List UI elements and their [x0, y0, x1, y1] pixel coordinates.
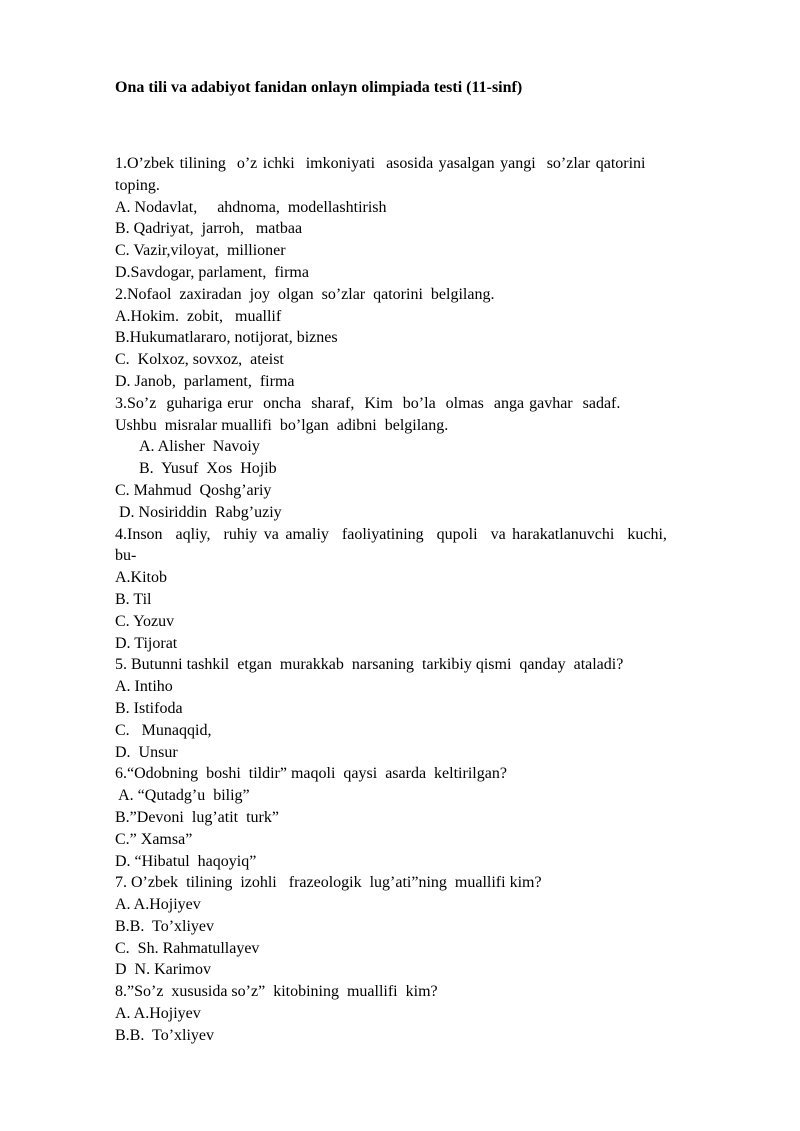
- question-5-option-c: C. Munaqqid,: [115, 721, 212, 739]
- question-1-option-a: A. Nodavlat, ahdnoma, modellashtirish: [115, 198, 387, 216]
- question-2-option-a: A.Hokim. zobit, muallif: [115, 307, 282, 325]
- question-7-option-b: B.B. To’xliyev: [115, 917, 215, 935]
- question-3-text-cont: Ushbu misralar muallifi bo’lgan adibni belgilang.: [115, 416, 449, 434]
- question-6-option-b: B.”Devoni lug’atit turk”: [115, 808, 279, 826]
- question-4-option-b: B. Til: [115, 590, 152, 608]
- question-2-option-b: B.Hukumatlararo, notijorat, biznes: [115, 329, 338, 347]
- question-1-option-d: D.Savdogar, parlament, firma: [115, 263, 309, 281]
- question-2-option-c: C. Kolxoz, sovxoz, ateist: [115, 351, 284, 369]
- question-5-option-b: B. Istifoda: [115, 699, 183, 717]
- question-3-option-c: C. Mahmud Qoshg’ariy: [115, 481, 272, 499]
- question-6-option-c: C.” Xamsa”: [115, 830, 193, 848]
- question-1-text: 1.O’zbek tilining o’z ichki imkoniyati asosida yasalgan yangi so’zlar qatorini: [115, 155, 646, 172]
- question-6-option-a: A. “Qutadg’u bilig”: [115, 787, 250, 805]
- question-2-option-d: D. Janob, parlament, firma: [115, 372, 295, 390]
- question-3-option-d: D. Nosiriddin Rabg’uziy: [115, 503, 282, 521]
- question-8-option-b: B.B. To’xliyev: [115, 1026, 215, 1044]
- document-title: Ona tili va adabiyot fanidan onlayn olimpiada testi (11-sinf): [115, 79, 523, 96]
- question-4-text-cont: bu-: [115, 547, 137, 565]
- question-5-option-d: D. Unsur: [115, 743, 178, 761]
- question-5-text: 5. Butunni tashkil etgan murakkab narsaning tarkibiy qismi qanday ataladi?: [115, 656, 624, 674]
- question-3-option-a: A. Alisher Navoiy: [139, 438, 260, 456]
- question-7-option-d: D N. Karimov: [115, 961, 211, 979]
- question-8-text: 8.”So’z xususida so’z” kitobining muallifi kim?: [115, 983, 438, 1001]
- question-7-text: 7. O’zbek tilining izohli frazeologik lug’ati”ning muallifi kim?: [115, 874, 542, 892]
- question-4-option-d: D. Tijorat: [115, 634, 178, 652]
- question-8-option-a: A. A.Hojiyev: [115, 1005, 201, 1023]
- question-5-option-a: A. Intiho: [115, 678, 173, 696]
- question-7-option-c: C. Sh. Rahmatullayev: [115, 939, 260, 957]
- question-6-option-d: D. “Hibatul haqoyiq”: [115, 852, 257, 870]
- question-4-option-c: C. Yozuv: [115, 612, 175, 630]
- question-7-option-a: A. A.Hojiyev: [115, 896, 201, 914]
- question-1-option-b: B. Qadriyat, jarroh, matbaa: [115, 220, 303, 238]
- question-6-text: 6.“Odobning boshi tildir” maqoli qaysi asarda keltirilgan?: [115, 765, 507, 783]
- question-4-text: 4.Inson aqliy, ruhiy va amaliy faoliyatining qupoli va harakatlanuvchi kuchi,: [115, 525, 667, 543]
- question-1-text-cont: toping.: [115, 176, 160, 194]
- question-1-option-c: C. Vazir,viloyat, millioner: [115, 242, 286, 260]
- question-3-option-b: B. Yusuf Xos Hojib: [139, 460, 277, 478]
- question-4-option-a: A.Kitob: [115, 569, 167, 587]
- question-3-text: 3.So’z guhariga erur oncha sharaf, Kim bo’la olmas anga gavhar sadaf.: [115, 394, 621, 412]
- question-2-text: 2.Nofaol zaxiradan joy olgan so’zlar qatorini belgilang.: [115, 285, 495, 303]
- question-list: [115, 153, 725, 1047]
